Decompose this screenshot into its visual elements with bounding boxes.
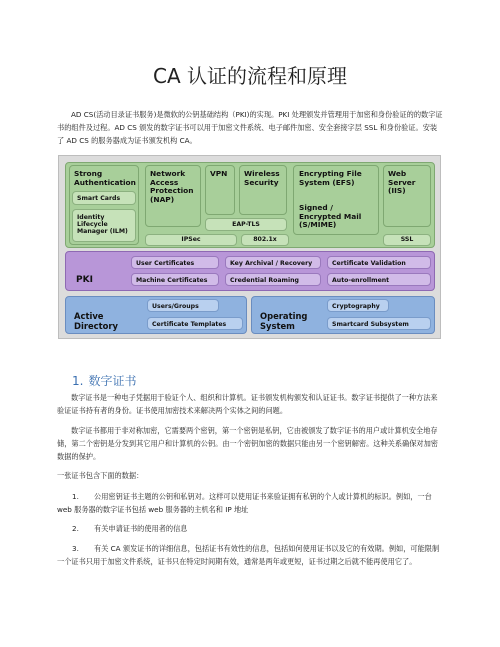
intro-paragraph: AD CS(活动目录证书服务)是微软的公钥基础结构（PKI)的实现。PKI 处理颁发并管理用于加密和身份验证的的数字证书的组件及过程。AD CS 颁发的数字证书可以用于加密文件系统、电子邮件加密、安全套接字层 SSL 和身份验证。安装了 AD CS 的服务器成为证书颁发机构 CA。 bbox=[57, 110, 443, 145]
auto-enroll-box bbox=[327, 273, 431, 286]
list-item-1 bbox=[57, 490, 443, 516]
eap-tls-label: EAP-TLS bbox=[232, 220, 260, 228]
efs-label: Encrypting File System (EFS) bbox=[299, 169, 362, 187]
list-text: 有关申请证书的使用者的信息 bbox=[94, 524, 188, 533]
key-archival-box bbox=[225, 256, 321, 269]
pki-label: PKI bbox=[76, 275, 93, 285]
dot1x-box bbox=[241, 234, 289, 246]
section-title: 数字证书 bbox=[88, 374, 137, 388]
user-certs-box bbox=[131, 256, 219, 269]
ssl-box bbox=[383, 234, 431, 246]
section-number: 1. bbox=[72, 374, 84, 388]
vpn-label: VPN bbox=[210, 169, 228, 178]
key-archival-label: Key Archival / Recovery bbox=[230, 260, 313, 267]
vpn-box bbox=[205, 165, 235, 215]
strong-auth-label: Strong Authentication bbox=[74, 169, 136, 187]
list-text: 有关 CA 颁发证书的详细信息，包括证书有效性的信息，包括如何使用证书以及它的有效期。例如，可能限制一个证书只用于加密文件系统，证书只在特定时间期有效，通常是两年或更短，证书过期之后就不能再使用它了。 bbox=[57, 544, 440, 566]
user-certs-label: User Certificates bbox=[136, 260, 195, 267]
cryptography-label: Cryptography bbox=[332, 303, 380, 310]
web-server-box bbox=[383, 165, 431, 227]
users-groups-label: Users/Groups bbox=[152, 303, 199, 310]
cred-roaming-box bbox=[225, 273, 321, 286]
smime-label: Signed / Encrypted Mail (S/MIME) bbox=[299, 203, 362, 230]
smart-cards-box bbox=[72, 191, 136, 205]
smart-cards-label: Smart Cards bbox=[77, 195, 121, 202]
cert-templates-box bbox=[147, 317, 243, 330]
list-number: 1. bbox=[72, 492, 79, 501]
smartcard-subsystem-label: Smartcard Subsystem bbox=[332, 321, 409, 328]
paragraph-3: 一张证书包含下面的数据： bbox=[57, 471, 144, 480]
efs-box bbox=[293, 165, 379, 235]
cred-roaming-label: Credential Roaming bbox=[230, 277, 299, 284]
ipsec-box bbox=[145, 234, 237, 246]
list-item-3 bbox=[57, 542, 443, 568]
cryptography-box bbox=[327, 299, 389, 312]
wireless-box bbox=[239, 165, 287, 215]
ilm-label: Identity Lifecycle Manager (ILM) bbox=[77, 214, 128, 236]
ilm-box bbox=[72, 209, 136, 242]
dot1x-label: 802.1x bbox=[253, 236, 277, 244]
page-title: CA 认证的流程和原理 bbox=[152, 64, 347, 88]
eap-tls-box bbox=[205, 218, 287, 231]
list-item-2 bbox=[57, 522, 443, 535]
ssl-label: SSL bbox=[400, 236, 414, 244]
list-number: 3. bbox=[72, 544, 79, 553]
users-groups-box bbox=[147, 299, 219, 312]
cert-validation-box bbox=[327, 256, 431, 269]
auto-enroll-label: Auto-enrollment bbox=[332, 277, 390, 284]
list-number: 2. bbox=[72, 524, 79, 533]
machine-certs-label: Machine Certificates bbox=[136, 277, 208, 284]
nap-box bbox=[145, 165, 201, 227]
section-heading-1 bbox=[72, 372, 136, 389]
paragraph-1: 数字证书是一种电子凭据用于验证个人、组织和计算机。证书颁发机构颁发和认证证书。数字证书提供了一种方法来验证证书持有者的身份。证书使用加密技术来解决两个实体之间的问题。 bbox=[57, 393, 438, 415]
pki-architecture-diagram bbox=[58, 155, 441, 339]
operating-system-label: Operating System bbox=[260, 311, 308, 331]
list-text: 公用密钥证书主题的公钥和私钥对。这样可以使用证书来验证拥有私钥的个人或计算机的标识。例如，一台 web 服务器的数字证书包括 web 服务器的主机名和 IP 地址 bbox=[57, 492, 432, 514]
paragraph-2: 数字证书都用于非对称加密，它需要两个密钥，第一个密钥是私钥，它由被颁发了数字证书的用户或计算机安全地存储，第二个密钥是分发到其它用户和计算机的公钥。由一个密钥加密的数据只能由另一个密钥解密。这种关系确保对加密数据的保护。 bbox=[57, 426, 438, 461]
cert-validation-label: Certificate Validation bbox=[332, 260, 406, 267]
web-server-label: Web Server (IIS) bbox=[388, 169, 416, 196]
cert-templates-label: Certificate Templates bbox=[152, 321, 227, 328]
wireless-label: Wireless Security bbox=[244, 169, 280, 187]
ipsec-label: IPSec bbox=[181, 236, 201, 244]
smartcard-subsystem-box bbox=[327, 317, 431, 330]
machine-certs-box bbox=[131, 273, 219, 286]
active-directory-label: Active Directory bbox=[74, 311, 118, 331]
nap-label: Network Access Protection (NAP) bbox=[150, 169, 194, 204]
